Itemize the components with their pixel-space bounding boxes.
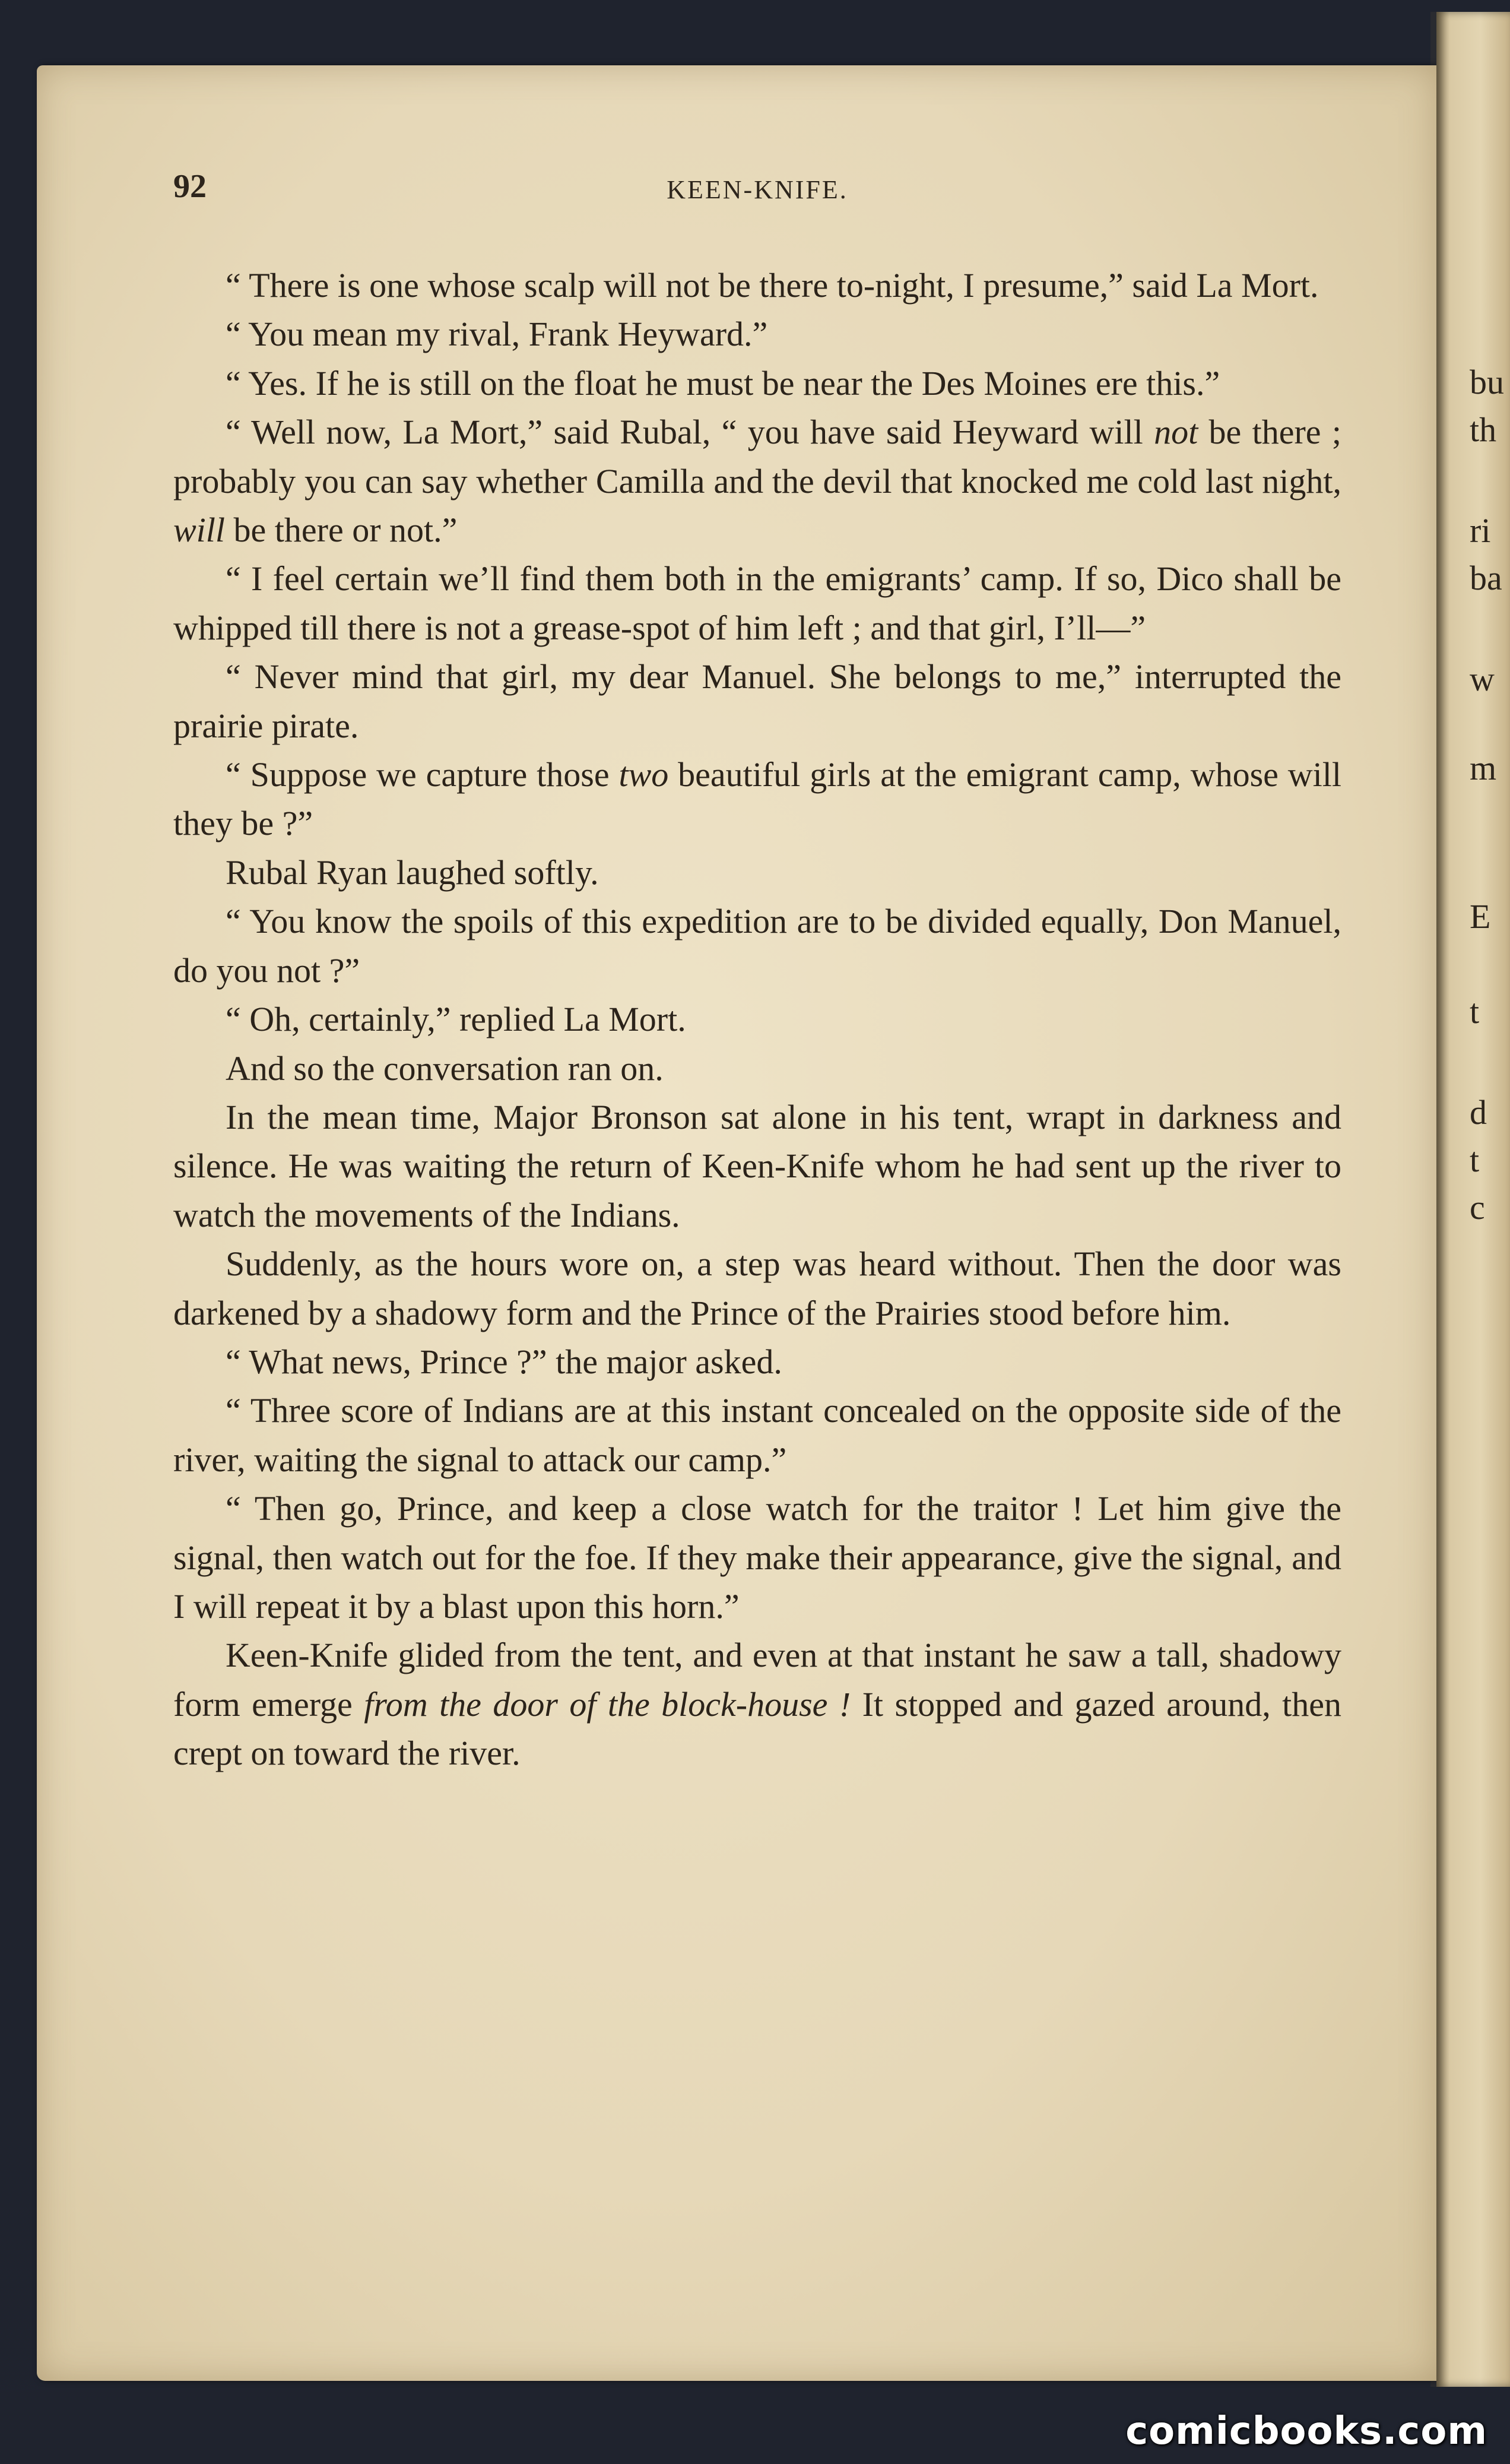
text-run: “ Well now, La Mort,” said Rubal, “ you have said Heyward will <box>226 413 1154 452</box>
text-run: “ Yes. If he is still on the float he must be near the Des Moines ere this.” <box>226 363 1220 403</box>
adjacent-page-fragment: th <box>1470 410 1497 449</box>
paragraph <box>173 897 1341 995</box>
paragraph <box>173 1484 1341 1631</box>
text-run: It stopped and gazed around, then crept on toward the river. <box>173 1684 1341 1773</box>
italic-text: will <box>173 511 226 550</box>
paragraph <box>173 1338 1341 1386</box>
paragraph <box>173 261 1341 310</box>
italic-text: from the door of the block-house ! <box>364 1684 851 1724</box>
adjacent-page-fragment: E <box>1470 897 1491 936</box>
paragraph <box>173 848 1341 897</box>
text-run: “ There is one whose scalp will not be there to-night, I presume,” said La Mort. <box>226 266 1319 305</box>
adjacent-page-fragment: m <box>1470 749 1497 787</box>
paragraph <box>173 408 1341 555</box>
paragraph <box>173 750 1341 848</box>
paragraph <box>173 555 1341 653</box>
text-run: “ You know the spoils of this expedition are to be divided equally, Don Manuel, do you not ?” <box>173 902 1341 990</box>
adjacent-page-fragment: t <box>1470 992 1480 1031</box>
text-run: Keen-Knife glided from the tent, and even at that instant he saw a tall, shadowy form emerge <box>173 1636 1341 1724</box>
text-run: beautiful girls at the emigrant camp, whose will they be ?” <box>173 755 1342 843</box>
paragraph <box>173 1240 1341 1338</box>
adjacent-page-fragment: t <box>1470 1141 1480 1179</box>
adjacent-page-fragment: ba <box>1470 559 1502 597</box>
text-run: “ Oh, certainly,” replied La Mort. <box>226 1000 686 1039</box>
watermark: comicbooks.com <box>1125 2409 1487 2453</box>
text-run: be there or not.” <box>225 511 458 550</box>
paragraph <box>173 1044 1341 1093</box>
paragraph <box>173 1386 1341 1484</box>
text-run: “ Suppose we capture those <box>226 755 619 794</box>
running-title: KEEN-KNIFE. <box>667 175 848 204</box>
adjacent-page-fragment: ri <box>1470 511 1491 550</box>
text-run: Rubal Ryan laughed softly. <box>226 853 599 892</box>
text-run: “ Never mind that girl, my dear Manuel. She belongs to me,” interrupted the prairie pirate. <box>173 657 1341 745</box>
adjacent-page-fragment: c <box>1470 1188 1485 1227</box>
adjacent-page-fragment: w <box>1470 660 1495 698</box>
paragraph <box>173 1631 1341 1778</box>
adjacent-page-fragment: bu <box>1470 363 1504 401</box>
page-header <box>173 167 1341 215</box>
text-run: In the mean time, Major Bronson sat alone in his tent, wrapt in darkness and silence. He was waiting the return of Keen-Knife whom he had sent up the river to watch the movements of the Indians. <box>173 1097 1341 1234</box>
text-run: “ You mean my rival, Frank Heyward.” <box>226 315 768 354</box>
paragraph <box>173 653 1341 750</box>
text-run: “ Three score of Indians are at this instant concealed on the opposite side of the river, waiting the signal to attack our camp.” <box>173 1391 1341 1479</box>
paragraph <box>173 359 1341 408</box>
text-run: “ I feel certain we’ll find them both in the emigrants’ camp. If so, Dico shall be whipped till there is not a grease-spot of him left ; and that girl, I’ll—” <box>173 559 1341 647</box>
paragraph <box>173 310 1341 359</box>
text-run: And so the conversation ran on. <box>226 1049 664 1088</box>
paragraph <box>173 1093 1341 1240</box>
adjacent-page-fragment: d <box>1470 1093 1487 1132</box>
text-run: Suddenly, as the hours wore on, a step was heard without. Then the door was darkened by a shadowy form and the Prince of the Prairies stood before him. <box>173 1244 1341 1332</box>
text-run: be there ; probably you can say whether Camilla and the devil that knocked me cold last night, <box>173 413 1341 501</box>
text-run: “ What news, Prince ?” the major asked. <box>226 1342 782 1381</box>
italic-text: two <box>618 755 669 794</box>
adjacent-page-edge <box>1436 12 1510 2387</box>
body-text <box>173 261 1341 1778</box>
paragraph <box>173 995 1341 1044</box>
italic-text: not <box>1154 413 1198 452</box>
page-number: 92 <box>173 168 207 205</box>
text-run: “ Then go, Prince, and keep a close watch for the traitor ! Let him give the signal, then watch out for the foe. If they make their appearance, give the signal, and I will repeat it by a blast upon this horn.” <box>173 1489 1341 1626</box>
